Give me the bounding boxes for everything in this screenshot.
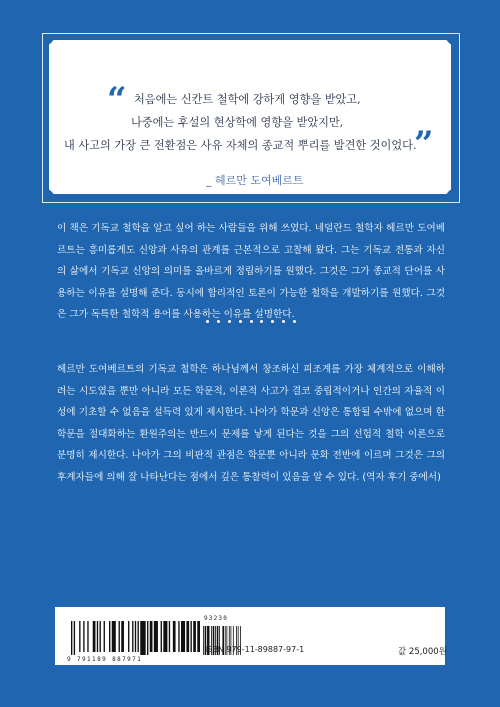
separator-dot <box>217 320 220 323</box>
separator-dot <box>239 320 242 323</box>
separator-dot <box>260 320 263 323</box>
separator-dot <box>206 320 209 323</box>
translator-afterword-paragraph: 헤르만 도여베르트의 기독교 철학은 하나님께서 창조하신 피조계를 가장 체계적으로 이해하려는 시도였을 뿐만 아니라 모든 학문적, 이론적 사고가 결코 중립적이거나 인간의 자율적 이성에 기초할 수 없음을 설득력 있게 제시한다. 나아가 학문과 신앙은 통합될 수밖에 없으며 한 학문을 절대화하는 환원주의는 반드시 문제를 낳게 된다는 것을 그의 선험적 철학 이론으로 분명히 제시한다. 나아가 그의 비판적 관점은 학문뿐 아니라 문화 전반에 이르며 그것은 그의 후계자들에 의해 잘 나타난다는 점에서 깊은 통찰력이 있음을 알 수 있다. (역자 후기 중에서) <box>57 364 445 483</box>
description-paragraph-1: 이 책은 기독교 철학을 알고 싶어 하는 사람들을 위해 쓰였다. 네덜란드 철학자 헤르만 도여베르트는 흥미롭게도 신앙과 사유의 관계를 근본적으로 고찰해 왔다. 그는 기독교 전통과 자신의 삶에서 기독교 신앙의 의미를 올바르게 정립하기를 원했다. 그것은 그가 종교적 단어를 사용하는 이유를 설명해 준다. 동시에 합리적인 토론이 가능한 철학을 개발하기를 원했다. 그것은 그가 독특한 철학적 용어를 사용하는 이유를 설명한다. <box>57 223 445 320</box>
separator-dot <box>271 320 274 323</box>
quote-attribution: _ 헤르만 도여베르트 <box>206 174 304 187</box>
isbn-text: ISBN 979-11-89887-97-1 <box>205 645 305 654</box>
corner-notch-top-right <box>445 34 457 46</box>
price-text: 값 25,000원 <box>398 647 447 657</box>
separator-dot <box>228 320 231 323</box>
separator-dot <box>282 320 285 323</box>
separator-dot <box>293 320 296 323</box>
separator-dot <box>250 320 253 323</box>
ean-barcode-digits: 9 791189 887971 <box>67 656 143 663</box>
quote-line-2: 나중에는 후설의 현상학에 영향을 받았지만, <box>131 116 344 129</box>
corner-notch-bottom-right <box>445 188 457 200</box>
quote-line-1: 처음에는 신칸트 철학에 강하게 영향을 받았고, <box>134 93 361 106</box>
ean-barcode <box>71 621 200 655</box>
open-quote-mark: “ <box>107 80 127 120</box>
corner-notch-top-left <box>43 34 55 46</box>
dotted-separator <box>206 320 296 323</box>
addon-barcode-digits: 93230 <box>204 615 229 622</box>
close-quote-mark: ” <box>414 124 434 164</box>
corner-notch-bottom-left <box>43 188 55 200</box>
quote-line-3: 내 사고의 가장 큰 전환점은 사유 자체의 종교적 뿌리를 발견한 것이었다. <box>64 139 417 152</box>
